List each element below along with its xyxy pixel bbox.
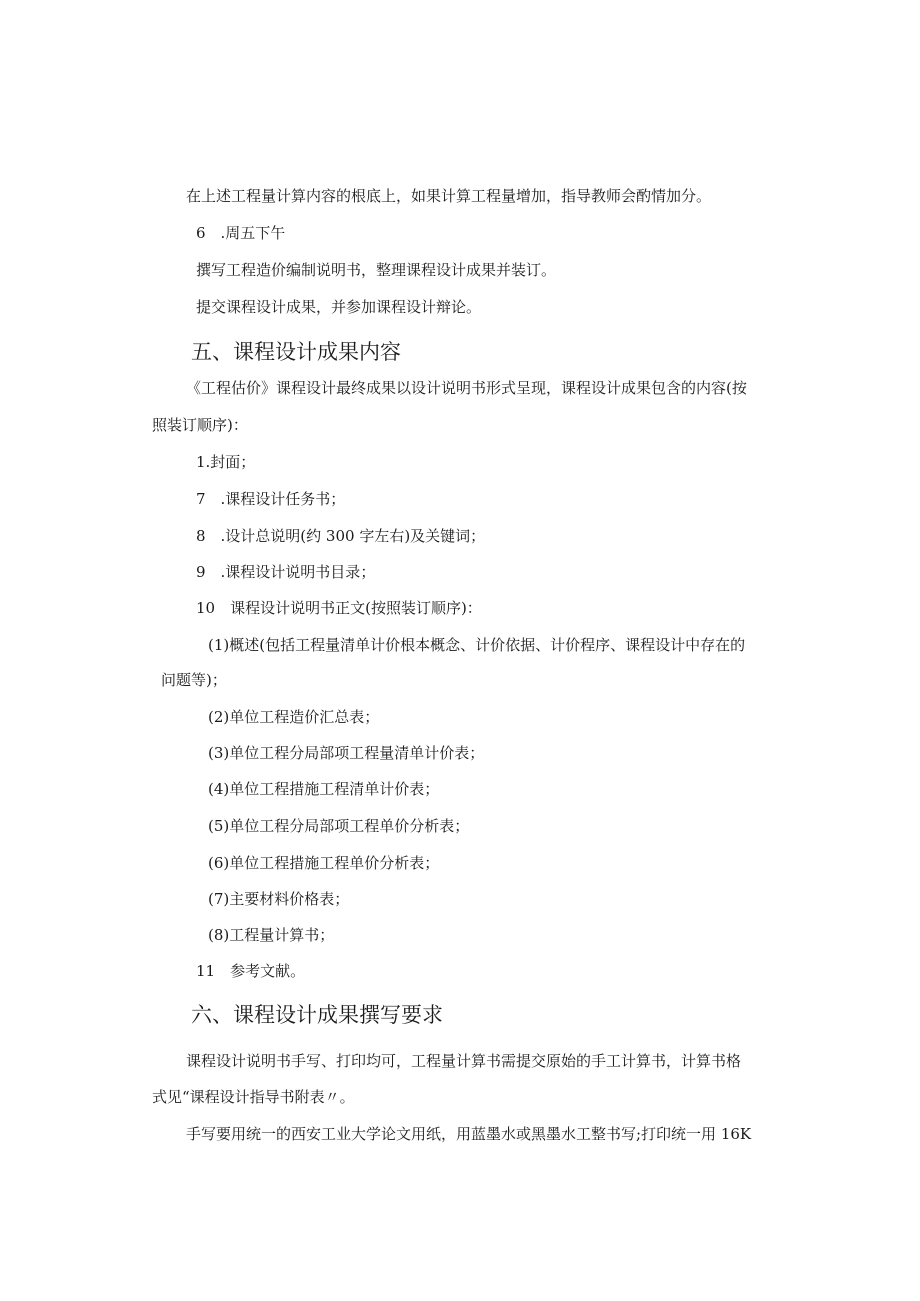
sub-item-bill-of-quantities: (3)单位工程分局部项工程量清单计价表； (208, 744, 485, 762)
section-5-intro-line-2: 照装订顺序)： (152, 416, 248, 434)
sub-item-cost-summary: (2)单位工程造价汇总表； (208, 708, 380, 726)
sub-item-overview-line-1: (1)概述(包括工程量清单计价根本概念、计价依据、计价程序、课程设计中存在的 (208, 636, 746, 654)
list-item-table-of-contents: 9 .课程设计说明书目录； (196, 563, 376, 581)
section-5-heading: 五、课程设计成果内容 (191, 340, 401, 364)
section-6-paragraph-1-line-1: 课程设计说明书手写、打印均可，工程量计算书需提交原始的手工计算书，计算书格 (186, 1052, 742, 1070)
sub-item-unit-price-analysis: (5)单位工程分局部项工程单价分析表； (208, 817, 470, 835)
paragraph-submit-results: 提交课程设计成果，并参加课程设计辩论。 (196, 298, 482, 316)
section-6-heading: 六、课程设计成果撰写要求 (191, 1003, 443, 1027)
sub-item-measures-price-analysis: (6)单位工程措施工程单价分析表； (208, 854, 440, 872)
list-item-friday-afternoon: 6 .周五下午 (196, 224, 286, 242)
section-5-intro-line-1: 《工程估价》课程设计最终成果以设计说明书形式呈现，课程设计成果包含的内容(按 (186, 379, 747, 397)
list-item-references: 11 参考文献。 (196, 962, 306, 980)
section-6-paragraph-1-line-2: 式见“课程设计指导书附表〃。 (152, 1088, 355, 1106)
sub-item-overview-line-2: 问题等)； (161, 671, 227, 689)
paragraph-extra-credit: 在上述工程量计算内容的根底上，如果计算工程量增加，指导教师会酌情加分。 (186, 187, 712, 205)
list-item-cover: 1.封面； (196, 453, 256, 471)
list-item-main-text: 10 课程设计说明书正文(按照装订顺序)： (196, 599, 482, 617)
paragraph-write-manual: 撰写工程造价编制说明书，整理课程设计成果并装订。 (196, 261, 557, 279)
list-item-task-book: 7 .课程设计任务书； (196, 490, 346, 508)
list-item-general-description: 8 .设计总说明(约 300 字左右)及关键词； (196, 527, 486, 545)
sub-item-measures-list: (4)单位工程措施工程清单计价表； (208, 780, 440, 798)
sub-item-quantity-calculation: (8)工程量计算书； (208, 926, 335, 944)
section-6-paragraph-2: 手写要用统一的西安工业大学论文用纸，用蓝墨水或黑墨水工整书写;打印统一用 16K (186, 1125, 752, 1143)
sub-item-material-prices: (7)主要材料价格表； (208, 890, 350, 908)
